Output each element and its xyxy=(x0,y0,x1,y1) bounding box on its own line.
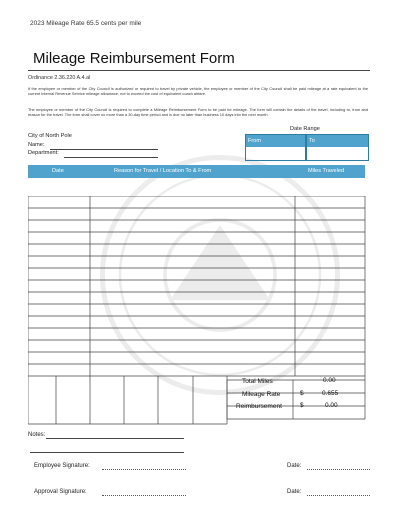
employee-signature-label: Employee Signature: xyxy=(34,463,90,469)
total-miles-label: Total Miles xyxy=(242,378,273,385)
employee-date-label: Date: xyxy=(287,463,302,469)
date-to-label: To xyxy=(307,135,368,147)
title-divider xyxy=(28,70,370,71)
reimbursement-currency: $ xyxy=(300,402,304,409)
date-range-title: Date Range xyxy=(290,126,320,132)
ordinance-reference: Ordinance 2.36.220 A.4.al xyxy=(28,75,91,81)
department-label: Department: xyxy=(28,150,59,156)
page-title: Mileage Reimbursement Form xyxy=(33,50,235,67)
column-header-miles: Miles Traveled xyxy=(308,168,345,174)
approval-date-label: Date: xyxy=(287,489,302,495)
mileage-rate-note: 2023 Mileage Rate 65.5 cents per mile xyxy=(30,20,142,27)
reimbursement-value: 0.00 xyxy=(325,402,338,409)
date-to-box[interactable] xyxy=(306,134,369,161)
total-miles-value: 0.00 xyxy=(323,377,336,384)
column-header-reason: Reason for Travel / Location To & From xyxy=(114,168,212,174)
approval-signature-field[interactable] xyxy=(102,495,186,496)
reimbursement-label: Reimbursement xyxy=(236,403,282,410)
department-field[interactable] xyxy=(64,157,158,158)
notes-field-line-2[interactable] xyxy=(30,452,184,453)
name-field[interactable] xyxy=(50,149,158,150)
employee-signature-field[interactable] xyxy=(102,469,186,470)
mileage-rate-label: Mileage Rate xyxy=(242,391,281,398)
notes-label: Notes: xyxy=(28,432,46,438)
employee-date-field[interactable] xyxy=(307,469,370,470)
approval-date-field[interactable] xyxy=(307,495,370,496)
mileage-table-grid[interactable] xyxy=(28,196,366,428)
date-from-box[interactable] xyxy=(245,134,306,161)
policy-paragraph: If the employee or member of the City Council is authorized or required to travel by private vehicle, the employee or member of the City Council shall be paid mileage at a rate equivalent to the current Internal Revenue Service mileage allowance, not to exceed the cost of equivalent coach airfare. xyxy=(28,86,368,97)
city-name: City of North Pole xyxy=(28,133,72,139)
mileage-table-header xyxy=(28,165,365,178)
notes-field-line-1[interactable] xyxy=(46,438,184,439)
name-label: Name: xyxy=(28,142,45,148)
column-header-date: Date xyxy=(52,168,64,174)
mileage-rate-value: 0.655 xyxy=(322,390,339,397)
instructions-paragraph: The employee or member of the City Council is required to complete a Mileage Reimbursement Form to be paid for mileage. The form will contain the details of the travel, including to, from and reason for the travel. The form shall cover no more than a 30-day time period and is due no later than business 10 days into the next month. xyxy=(28,107,368,118)
mileage-rate-currency: $ xyxy=(300,390,304,397)
approval-signature-label: Approval Signature: xyxy=(34,489,87,495)
date-from-label: From xyxy=(246,135,305,147)
